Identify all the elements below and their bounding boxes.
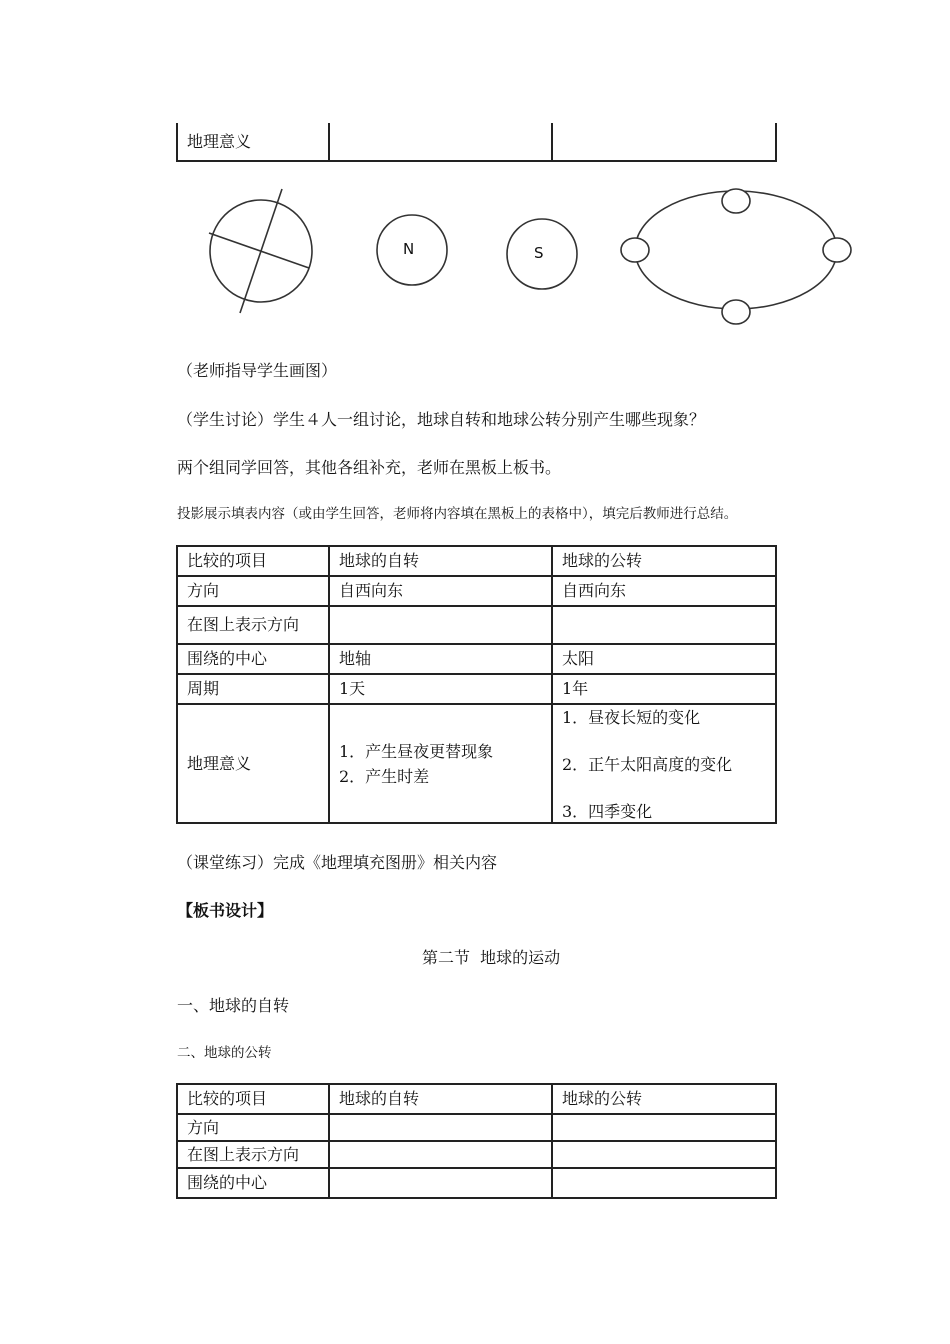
empty-cell (329, 1141, 552, 1168)
header-cell: 比较的项目 (177, 546, 329, 576)
table-cell (329, 606, 552, 644)
empty-cell (329, 1168, 552, 1198)
table-cell (552, 606, 776, 644)
comparison-table (176, 545, 777, 824)
empty-cell (552, 1114, 776, 1141)
empty-cell (552, 1141, 776, 1168)
student-discuss-text: （学生讨论）学生４人一组讨论，地球自转和地球公转分别产生哪些现象？ (177, 410, 706, 429)
header-cell: 比较的项目 (177, 1084, 329, 1114)
table-cell: 1天 (329, 674, 552, 704)
table-cell: 围绕的中心 (177, 644, 329, 674)
table-cell: 方向 (177, 1114, 329, 1141)
header-cell: 地球的公转 (552, 1084, 776, 1114)
table-cell: 地轴 (329, 644, 552, 674)
meaning-label: 地理意义 (177, 123, 329, 161)
point-one: 一、地球的自转 (177, 996, 290, 1015)
north-label: N (403, 240, 415, 258)
header-cell: 地球的公转 (552, 546, 776, 576)
earth-axis-icon (209, 189, 312, 313)
list-item: 3．四季变化 (562, 802, 653, 821)
exercise-text: （课堂练习）完成《地理填充图册》相关内容 (177, 853, 498, 872)
groups-answer-text: 两个组同学回答，其他各组补充，老师在黑板上板书。 (177, 458, 562, 477)
table-cell: 围绕的中心 (177, 1168, 329, 1198)
list-item: 1．产生昼夜更替现象 (339, 741, 494, 761)
orbit-icon (621, 189, 851, 324)
projection-text: 投影展示填表内容（或由学生回答，老师将内容填在黑板上的表格中），填完后教师进行总结。 (177, 506, 738, 522)
table-cell: 自西向东 (329, 576, 552, 606)
list-item: 2．产生时差 (339, 766, 430, 786)
section-title: 第二节 地球的运动 (422, 948, 561, 967)
table-cell: 方向 (177, 576, 329, 606)
south-label: S (534, 244, 544, 262)
empty-cell (329, 1114, 552, 1141)
table-cell: 在图上表示方向 (177, 1141, 329, 1168)
meaning-label: 地理意义 (177, 704, 329, 823)
list-item: 2．正午太阳高度的变化 (562, 755, 733, 774)
board-heading: 【板书设计】 (177, 901, 274, 920)
table-cell: 在图上表示方向 (177, 606, 329, 644)
table-cell: 1年 (552, 674, 776, 704)
rotation-meaning (329, 704, 552, 823)
revolution-meaning (552, 704, 776, 823)
teacher-guide-text: （老师指导学生画图） (177, 361, 338, 380)
board-table (176, 1083, 777, 1199)
list-item: 1．昼夜长短的变化 (562, 708, 701, 727)
table-cell: 周期 (177, 674, 329, 704)
header-cell: 地球的自转 (329, 546, 552, 576)
table-cell: 自西向东 (552, 576, 776, 606)
empty-cell (552, 1168, 776, 1198)
point-two: 二、地球的公转 (177, 1045, 272, 1061)
table-cell: 太阳 (552, 644, 776, 674)
header-cell: 地球的自转 (329, 1084, 552, 1114)
